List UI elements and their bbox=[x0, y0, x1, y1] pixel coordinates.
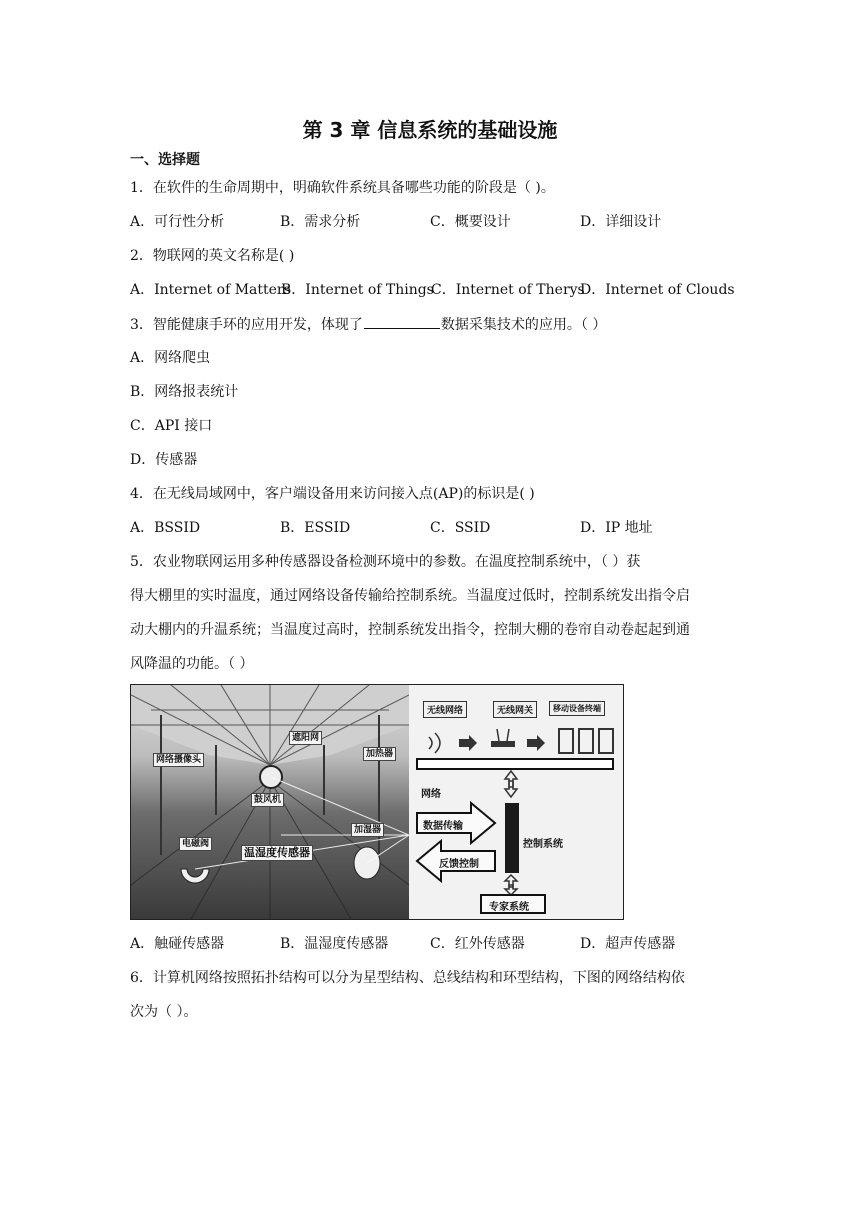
q3-option-c: C．API 接口 bbox=[130, 418, 213, 434]
q4-option-d: D．IP 地址 bbox=[580, 520, 653, 536]
mobile-device-icon bbox=[559, 729, 613, 753]
label-wireless-network: 无线网络 bbox=[423, 701, 467, 718]
q3-option-b: B．网络报表统计 bbox=[130, 384, 239, 400]
q5-option-c: C．红外传感器 bbox=[430, 936, 525, 952]
control-system-icon bbox=[505, 803, 519, 873]
q2-option-c: C．Internet of Therys bbox=[431, 282, 585, 298]
system-diagram bbox=[409, 685, 623, 919]
q3-option-a: A．网络爬虫 bbox=[130, 350, 211, 366]
question-5-line-1: 5．农业物联网运用多种传感器设备检测环境中的参数。在温度控制系统中，（ ）获 bbox=[130, 554, 641, 570]
label-mobile-terminal: 移动设备终端 bbox=[549, 701, 605, 716]
q5-option-a: A．触碰传感器 bbox=[130, 936, 225, 952]
q4-option-c: C．SSID bbox=[430, 520, 491, 536]
greenhouse-photo bbox=[131, 685, 409, 919]
question-6-line-1: 6．计算机网络按照拓扑结构可以分为星型结构、总线结构和环型结构，下图的网络结构依 bbox=[130, 970, 685, 986]
q3-stem-after: 数据采集技术的应用。（ ） bbox=[440, 317, 607, 333]
label-network: 网络 bbox=[421, 789, 441, 800]
page-title: 第 3 章 信息系统的基础设施 bbox=[302, 118, 558, 142]
q3-stem-before: 3．智能健康手环的应用开发，体现了 bbox=[130, 317, 363, 333]
label-shade-net: 遮阳网 bbox=[289, 731, 322, 745]
system-diagram-graphics bbox=[409, 685, 623, 919]
question-5-line-4: 风降温的功能。（ ） bbox=[130, 656, 254, 672]
label-wireless-gateway: 无线网关 bbox=[493, 701, 537, 718]
wireless-chain-icon bbox=[429, 729, 545, 753]
question-4-stem: 4．在无线局域网中，客户端设备用来访问接入点(AP)的标识是( ) bbox=[130, 486, 535, 502]
q2-option-a: A．Internet of Matters bbox=[130, 282, 291, 298]
q1-option-c: C．概要设计 bbox=[430, 214, 511, 230]
greenhouse-iot-figure bbox=[130, 684, 624, 920]
question-1-stem: 1．在软件的生命周期中，明确软件系统具备哪些功能的阶段是（ )。 bbox=[130, 180, 555, 196]
question-5-line-2: 得大棚里的实时温度，通过网络设备传输给控制系统。当温度过低时，控制系统发出指令启 bbox=[130, 588, 690, 604]
q2-option-b: B．Internet of Things bbox=[281, 282, 434, 298]
label-heater: 加热器 bbox=[363, 747, 396, 761]
q5-option-d: D．超声传感器 bbox=[580, 936, 676, 952]
label-blower: 鼓风机 bbox=[251, 793, 284, 807]
double-arrow-icon bbox=[505, 771, 517, 797]
answer-blank bbox=[364, 314, 440, 329]
q1-option-a: A．可行性分析 bbox=[130, 214, 225, 230]
q4-option-b: B．ESSID bbox=[280, 520, 351, 536]
label-humidifier: 加湿器 bbox=[351, 823, 384, 837]
label-expert-system: 专家系统 bbox=[489, 902, 529, 913]
question-2-stem: 2．物联网的英文名称是( ) bbox=[130, 248, 295, 264]
q2-option-d: D．Internet of Clouds bbox=[580, 282, 735, 298]
question-3-stem bbox=[130, 314, 606, 335]
question-5-line-3: 动大棚内的升温系统；当温度过高时，控制系统发出指令，控制大棚的卷帘自动卷起起到通 bbox=[130, 622, 690, 638]
label-data-transmission: 数据传输 bbox=[423, 821, 463, 832]
network-bar bbox=[417, 759, 613, 769]
q4-option-a: A．BSSID bbox=[130, 520, 201, 536]
label-control-system: 控制系统 bbox=[523, 839, 563, 850]
section-heading: 一、选择题 bbox=[130, 152, 200, 168]
q1-option-b: B．需求分析 bbox=[280, 214, 361, 230]
double-arrow-lower-icon bbox=[505, 875, 517, 895]
question-6-line-2: 次为（ ）。 bbox=[130, 1004, 198, 1020]
label-temp-humidity-sensor: 温湿度传感器 bbox=[241, 845, 313, 861]
solenoid-valve-icon bbox=[181, 869, 209, 883]
q1-option-d: D．详细设计 bbox=[580, 214, 662, 230]
label-solenoid-valve: 电磁阀 bbox=[179, 837, 212, 851]
q3-option-d: D．传感器 bbox=[130, 452, 198, 468]
q5-option-b: B．温湿度传感器 bbox=[280, 936, 389, 952]
label-feedback-control: 反馈控制 bbox=[439, 859, 479, 870]
label-network-camera: 网络摄像头 bbox=[153, 753, 204, 767]
